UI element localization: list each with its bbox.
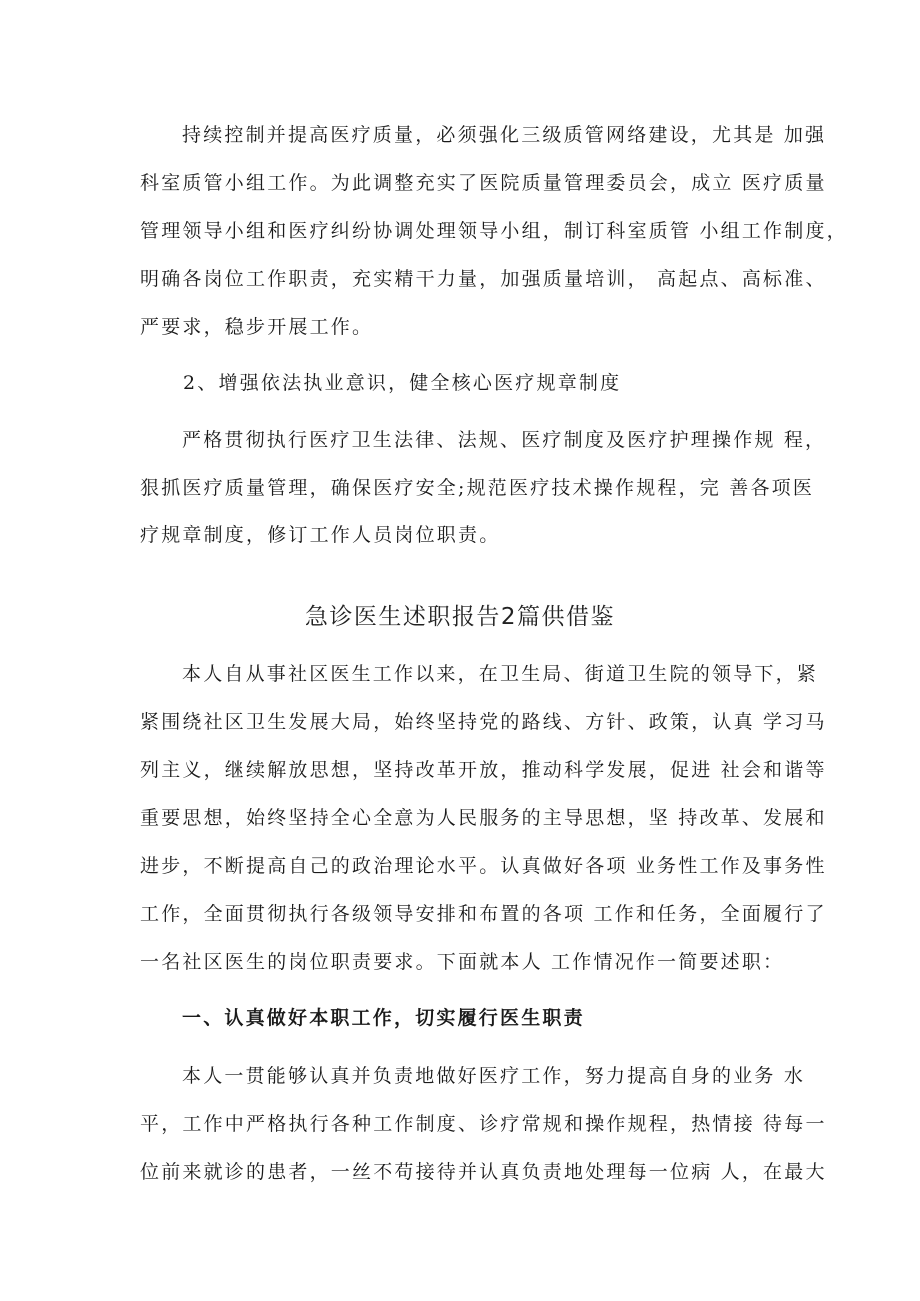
paragraph-line: 一名社区医生的岗位职责要求。下面就本人 工作情况作一简要述职： bbox=[140, 951, 785, 973]
paragraph-line: 本人一贯能够认真并负责地做好医疗工作，努力提高自身的业务 水 bbox=[182, 1065, 806, 1087]
paragraph-line: 位前来就诊的患者，一丝不苟接待并认真负责地处理每一位病 人，在最大 bbox=[140, 1161, 827, 1183]
paragraph-line: 持续控制并提高医疗质量，必须强化三级质管网络建设，尤其是 加强 bbox=[182, 124, 827, 146]
paragraph-line: 平，工作中严格执行各种工作制度、诊疗常规和操作规程，热情接 待每一 bbox=[140, 1113, 827, 1135]
paragraph-line: 工作，全面贯彻执行各级领导安排和布置的各项 工作和任务，全面履行了 bbox=[140, 903, 827, 925]
paragraph-line: 进步，不断提高自己的政治理论水平。认真做好各项 业务性工作及事务性 bbox=[140, 855, 827, 877]
paragraph-line: 明确各岗位工作职责，充实精干力量，加强质量培训， 高起点、高标准、 bbox=[140, 268, 827, 290]
paragraph-line: 本人自从事社区医生工作以来，在卫生局、街道卫生院的领导下，紧 bbox=[182, 663, 819, 685]
paragraph-line: 疗规章制度，修订工作人员岗位职责。 bbox=[140, 524, 501, 546]
paragraph-line: 重要思想，始终坚持全心全意为人民服务的主导思想，坚 持改革、发展和 bbox=[140, 807, 827, 829]
paragraph-line: 严格贯彻执行医疗卫生法律、法规、医疗制度及医疗护理操作规 程， bbox=[182, 429, 827, 451]
section-heading: 一、认真做好本职工作，切实履行医生职责 bbox=[182, 1007, 585, 1029]
paragraph-line: 管理领导小组和医疗纠纷协调处理领导小组，制订科室质管 小组工作制度， bbox=[140, 220, 848, 242]
paragraph-line: 科室质管小组工作。为此调整充实了医院质量管理委员会，成立 医疗质量 bbox=[140, 172, 827, 194]
paragraph-line: 狠抓医疗质量管理，确保医疗安全;规范医疗技术操作规程，完 善各项医 bbox=[140, 477, 815, 499]
section-heading: 2、增强依法执业意识，健全核心医疗规章制度 bbox=[183, 372, 622, 394]
document-title: 急诊医生述职报告2篇供借鉴 bbox=[304, 604, 616, 630]
paragraph-line: 严要求，稳步开展工作。 bbox=[140, 316, 374, 338]
paragraph-line: 紧围绕社区卫生发展大局，始终坚持党的路线、方针、政策，认真 学习马 bbox=[140, 711, 827, 733]
paragraph-line: 列主义，继续解放思想，坚持改革开放，推动科学发展，促进 社会和谐等 bbox=[140, 759, 827, 781]
